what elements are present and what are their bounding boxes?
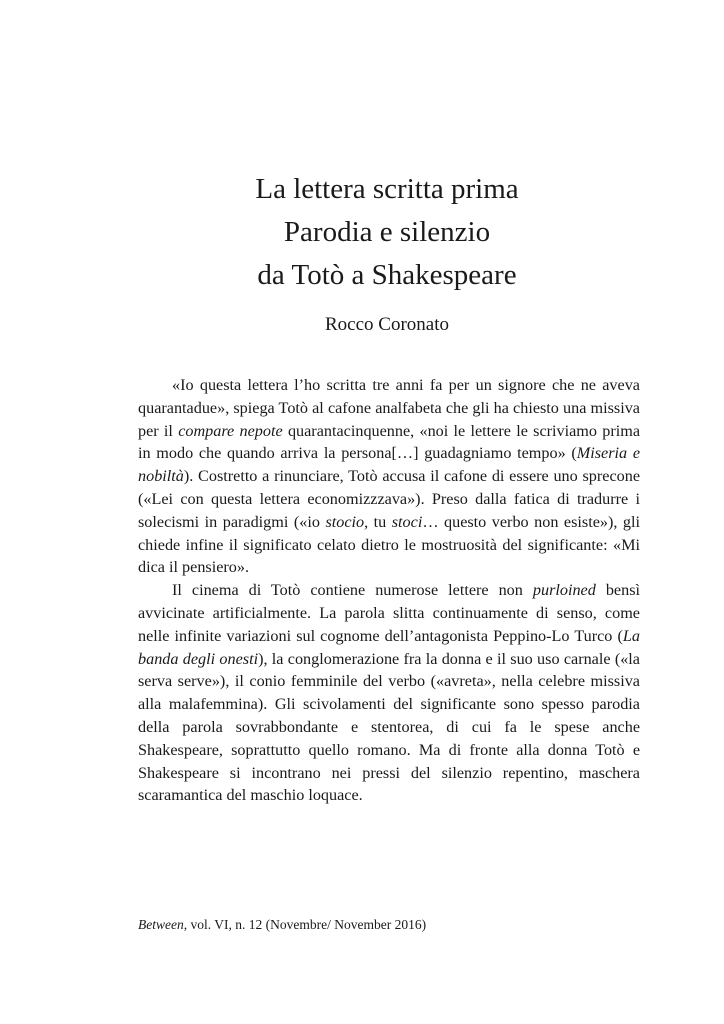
text-run: , tu <box>364 512 392 531</box>
journal-name: Between <box>138 917 184 932</box>
text-run: ), la conglomerazione fra la donna e il suo uso carnale («la serva serve»), il conio femminile del verbo («avreta», nella celebre missiva alla malafemmina). Gli scivolamenti del significante sono spesso parodia della parola sovrabbondante e stentorea, di cui fa le spese anche Shakespeare, soprattutto quello romano. Ma di fronte alla donna Totò e Shakespeare si incontrano nei pressi del silenzio repentino, maschera scaramantica del maschio loquace. <box>138 649 640 805</box>
text-run: ). Costretto a rinunciare, Totò accusa il cafone di essere uno sprecone («Lei con questa lettera economizzzava»). Preso dalla fatica di tradurre i solecismi in paradigmi («io <box>138 467 640 531</box>
journal-citation: , vol. VI, n. 12 (Novembre/ November 2016) <box>183 917 427 932</box>
italic-text-run: stoci <box>391 512 423 531</box>
text-run: … questo verbo non esiste»), gli chiede infine il significato celato dietro le mostruosità del significante: «Mi dica il pensiero». <box>138 512 640 577</box>
italic-text-run: stocio <box>325 512 365 531</box>
italic-text-run: Miseria e nobiltà <box>138 444 641 486</box>
article-title <box>0 168 724 297</box>
text-run: Il cinema di Totò contiene numerose lettere non <box>172 581 533 600</box>
title-line-1: La lettera scritta prima <box>255 173 519 205</box>
italic-text-run: purloined <box>532 581 596 600</box>
text-run: «Io questa lettera l’ho scritta tre anni fa per un signore che ne aveva quarantadue», spiega Totò al cafone analfabeta che gli ha chiesto una missiva per il <box>138 376 640 440</box>
journal-footer <box>138 917 426 933</box>
text-run: bensì avvicinate artificialmente. La parola slitta continuamente di senso, come nelle infinite variazioni sul cognome dell’antagonista Peppino-Lo Turco ( <box>138 581 640 645</box>
author-name: Rocco Coronato <box>324 314 449 335</box>
title-line-3: da Totò a Shakespeare <box>257 259 517 291</box>
text-run: quarantacinquenne, «noi le lettere le scriviamo prima in modo che quando arriva la persona[…] guadagniamo tempo» ( <box>138 421 641 463</box>
title-line-2: Parodia e silenzio <box>283 216 491 248</box>
paragraph-1 <box>138 374 640 579</box>
italic-text-run: La banda degli onesti <box>138 626 640 668</box>
italic-text-run: compare nepote <box>178 421 283 440</box>
article-body <box>138 374 640 807</box>
paragraph-2 <box>138 579 640 807</box>
